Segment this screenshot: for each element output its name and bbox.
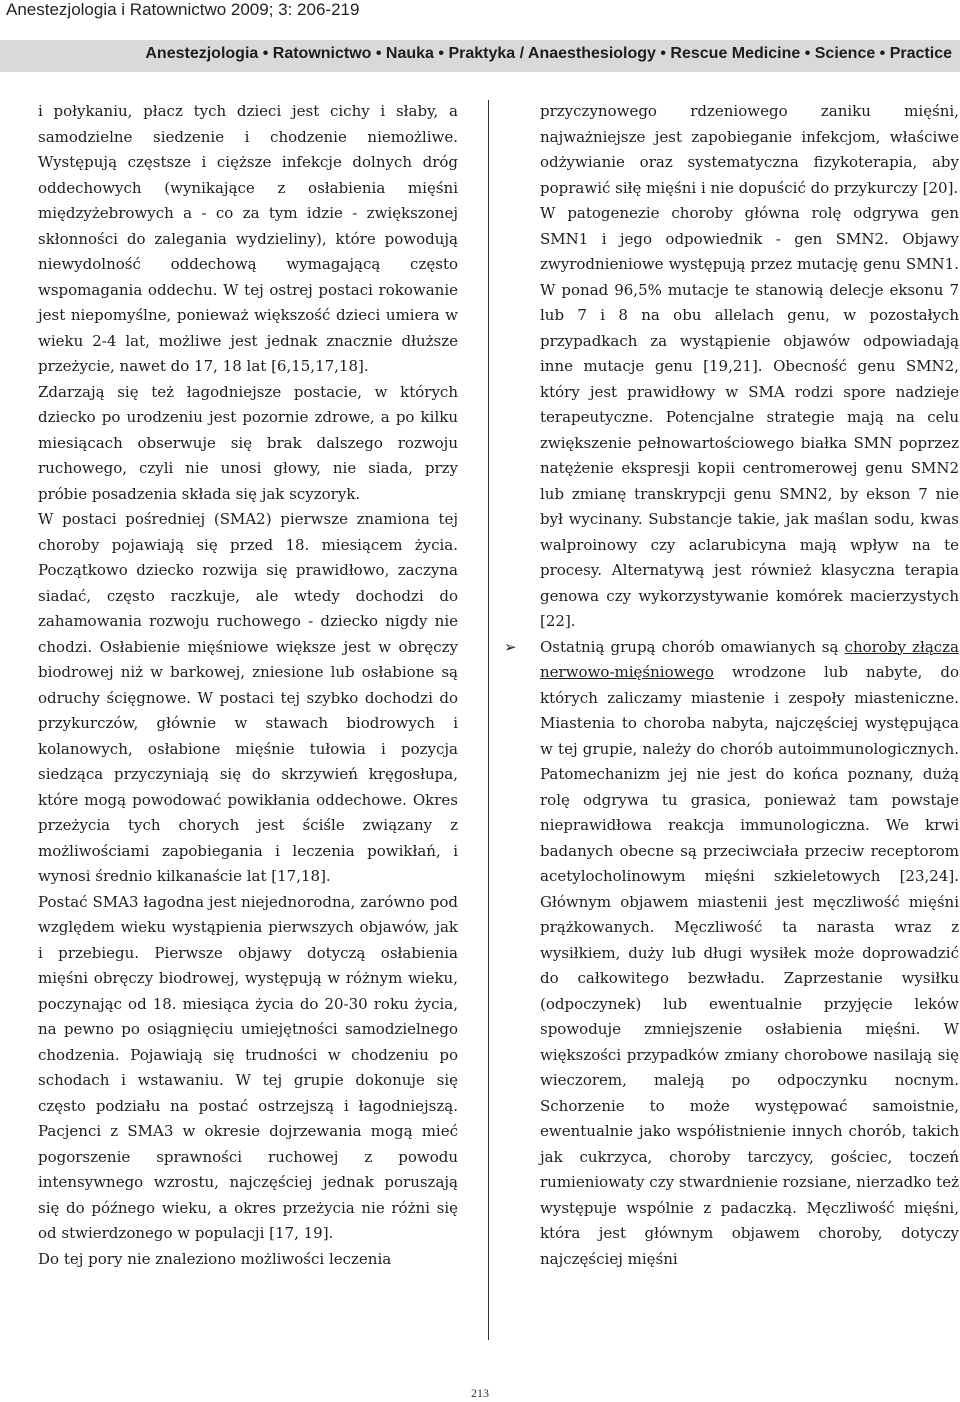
left-column — [38, 99, 458, 1272]
underlined-term: choroby złącza nerwowo-mięśniowego — [540, 637, 960, 681]
bullet-rest-text: wrodzone lub nabyte, do których zaliczamy miastenie i zespoły miasteniczne. Miastenia to choroba nabyta, najczęściej występująca w tej grupie, należy do chorób autoimmunologicznych. Patomechanizm jej nie jest do końca poznany, dużą rolę odgrywa tu grasica, ponieważ tam powstaje nieprawidłowa reakcja immunologiczna. We krwi badanych obecne są przeciwciała przeciw receptorom acetylocholinowym mięśni szkieletowych [23,24]. Głównym objawem miastenii jest męczliwość mięśni prążkowanych. Męczliwość ta narasta wraz z wysiłkiem, duży lub długi wysiłek może doprowadzić do całkowitego bezwładu. Zaprzestanie wysiłku (odpoczynek) lub ewentualnie przyjęcie leków spowoduje zmniejszenie osłabienia mięśni. W większości przypadków zmiany chorobowe nasilają się wieczorem, maleją po odpoczynku nocnym. Schorzenie to może występować samoistnie, ewentualnie jako współistnienie innych chorób, takich jak cukrzyca, choroby tarczycy, gościec, toczeń rumieniowaty czy stwardnienie rozsiane, nierzadko też występuje wspólnie z padaczką. Męczliwość mięśni, która jest głównym objawem choroby, dotyczy najczęściej mięśni — [540, 663, 959, 1268]
bullet-paragraph — [504, 635, 960, 1273]
journal-banner — [0, 40, 960, 72]
right-paragraph-2: W patogenezie choroby główna rolę odgrywa gen SMN1 i jego odpowiednik - gen SMN2. Objawy zwyrodnieniowe występują przez mutację genu SMN1. W ponad 96,5% mutacje te stanowią delecje eksonu 7 lub 7 i 8 na obu allelach genu, w pozostałych przypadkach za wystąpienie objawów odpowiadają inne mutacje genu [19,21]. Obecność genu SMN2, który jest prawidłowy w SMA rodzi spore nadzieje terapeutyczne. Potencjalne strategie mają na celu zwiększenie pełnowartościowego białka SMN poprzez natężenie ekspresji kopii centromerowej genu SMN2 lub zmianę transkrypcji genu SMN2, by ekson 7 nie był wycinany. Substancje takie, jak maślan sodu, kwas walproinowy czy aclarubicyna mają wpływ na te procesy. Alternatywą jest również klasyczna terapia genowa czy wykorzystywanie komórek macierzystych [22]. — [540, 204, 959, 630]
right-column — [504, 99, 960, 1272]
left-paragraph-1: i połykaniu, płacz tych dzieci jest cichy i słaby, a samodzielne siedzenie i chodzenie niemożliwe. Występują częstsze i cięższe infekcje dolnych dróg oddechowych (wynikające z osłabienia mięśni międzyżebrowych a - co za tym idzie - zwiększonej skłonności do zalegania wydzieliny), które powodują niewydolność oddechową wymagającą często wspomagania oddechu. W tej ostrej postaci rokowanie jest niepomyślne, ponieważ większość dzieci umiera w wieku 2-4 lat, możliwe jest jednak znacznie dłuższe przeżycie, nawet do 17, 18 lat [6,15,17,18]. — [38, 102, 458, 375]
column-divider — [488, 100, 489, 1340]
right-paragraph-1: przyczynowego rdzeniowego zaniku mięśni, najważniejsze jest zapobieganie infekcjom, właściwe odżywianie oraz systematyczna fizykoterapia, aby poprawić siłę mięśni i nie dopuścić do przykurczy [20]. — [540, 102, 959, 197]
arrow-bullet-icon: ➢ — [504, 637, 517, 656]
bullet-intro-text: Ostatnią grupą chorób omawianych są — [540, 637, 845, 656]
page-number: 213 — [471, 1386, 489, 1400]
banner-text: Anestezjologia • Ratownictwo • Nauka • Praktyka / Anaesthesiology • Rescue Medicine • Science • Practice — [145, 45, 952, 62]
journal-reference: Anestezjologia i Ratownictwo 2009; 3: 206-219 — [6, 0, 360, 19]
left-paragraph-5: Do tej pory nie znaleziono możliwości leczenia — [38, 1249, 392, 1268]
left-paragraph-2: Zdarzają się też łagodniejsze postacie, w których dziecko po urodzeniu jest pozornie zdrowe, a po kilku miesiącach obserwuje się brak dalszego rozwoju ruchowego, czyli nie unosi głowy, nie siada, przy próbie posadzenia składa się jak scyzoryk. — [38, 382, 458, 503]
left-paragraph-3: W postaci pośredniej (SMA2) pierwsze znamiona tej choroby pojawiają się przed 18. miesiącem życia. Początkowo dziecko rozwija się prawidłowo, zaczyna siadać, często raczkuje, ale wtedy dochodzi do zahamowania rozwoju ruchowego - dziecko nigdy nie chodzi. Osłabienie mięśniowe większe jest w obręczy biodrowej niż w barkowej, zniesione lub osłabione są odruchy ścięgnowe. W postaci tej szybko dochodzi do przykurczów, głównie w stawach biodrowych i kolanowych, osłabione mięśnie tułowia i pozycja siedząca przyczyniają się do skrzywień kręgosłupa, które mogą powodować powikłania oddechowe. Okres przeżycia tych chorych jest ściśle związany z możliwościami zapobiegania i leczenia powikłań, i wynosi średnio kilkanaście lat [17,18]. — [38, 510, 458, 885]
left-paragraph-4: Postać SMA3 łagodna jest niejednorodna, zarówno pod względem wieku wystąpienia pierwszych objawów, jak i przebiegu. Pierwsze objawy dotyczą osłabienia mięśni obręczy biodrowej, występują w różnym wieku, poczynając od 18. miesiąca życia do 20-30 roku życia, na pewno po osiągnięciu umiejętności samodzielnego chodzenia. Pojawiają się trudności w chodzeniu po schodach i wstawaniu. W tej grupie dokonuje się często podziału na postać ostrzejszą i łagodniejszą. Pacjenci z SMA3 w okresie dojrzewania mogą mieć pogorszenie sprawności ruchowej z powodu intensywnego wzrostu, najczęściej jednak poruszają się do późnego wieku, a okres przeżycia nie różni się od stwierdzonego w populacji [17, 19]. — [38, 892, 458, 1242]
